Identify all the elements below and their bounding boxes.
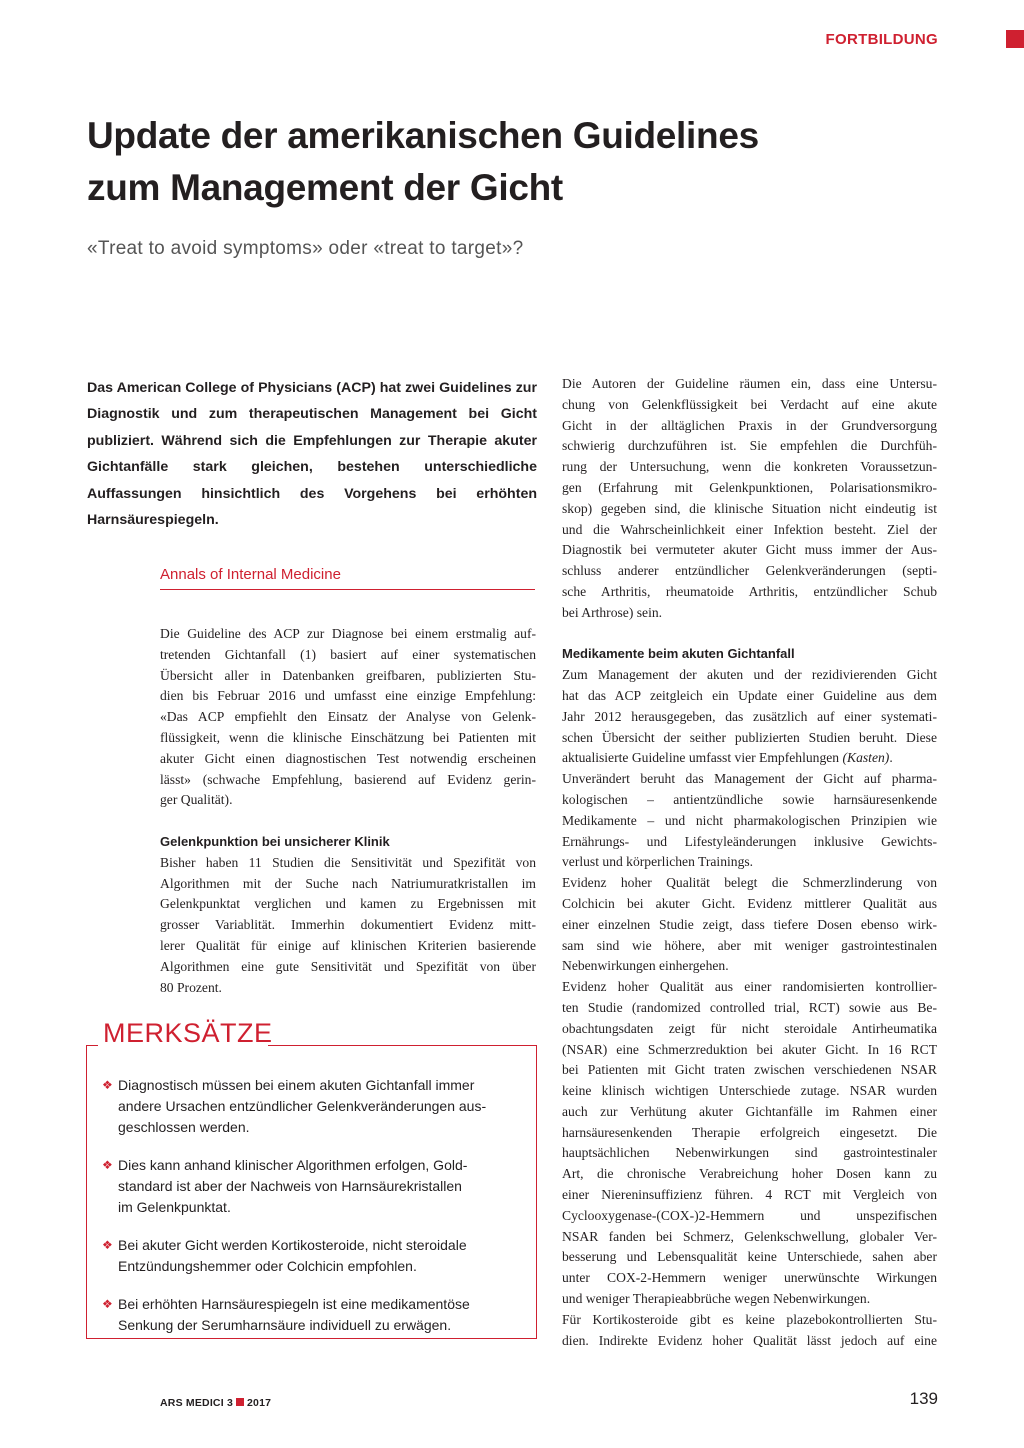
text-line: hauptsächlichen Nebenwirkungen sind gastrointestinaler <box>562 1145 937 1161</box>
text-run-italic: (Kasten) <box>842 750 890 766</box>
text-line: Zum Management der akuten und der rezidivierenden Gicht <box>562 667 937 683</box>
text-line: ger Qualität). <box>160 792 233 808</box>
text-line: obachtungsdaten zeigt für nicht steroidale Antirheumatika <box>562 1020 937 1036</box>
text-line: Art, die chronische Verabreichung hoher Dosen kann zu <box>562 1166 937 1182</box>
box-border-segment <box>268 1045 537 1046</box>
text-line: und die Wahrscheinlichkeit einer Infektion besteht. Ziel der <box>562 521 937 537</box>
text-line: akuter Gicht einen diagnostischen Test notwendig erscheinen <box>160 750 536 766</box>
section-heading: Gelenkpunktion bei unsicherer Klinik <box>160 833 390 849</box>
text-line: schen Übersicht der seither publizierten Studien beruht. Diese <box>562 729 937 745</box>
title-line-1: Update der amerikanischen Guidelines <box>87 115 759 156</box>
text-line: chung von Gelenkflüssigkeit bei Verdacht auf eine akute <box>562 396 937 412</box>
key-point-item <box>102 1155 522 1218</box>
text-line: Ernährungs- und Lifestyleänderungen inklusive Gewichts- <box>562 833 937 849</box>
key-points-title: MERKSÄTZE <box>103 1018 273 1048</box>
text-line: kologischen – antientzündliche sowie harnsäuresenkende <box>562 791 937 807</box>
text-line: dien. Indirekte Evidenz hoher Qualität lässt jedoch auf eine <box>562 1332 937 1348</box>
footer-separator <box>236 1398 244 1406</box>
key-point-line: geschlossen werden. <box>118 1119 250 1135</box>
paragraph-gap <box>562 624 937 645</box>
text-line: hat das ACP zeitgleich ein Update einer Guideline aus dem <box>562 687 937 703</box>
key-points-list <box>102 1075 522 1353</box>
key-point-line: Bei akuter Gicht werden Kortikosteroide, nicht steroidale <box>118 1237 467 1253</box>
text-line: Gelenkpunktat verglichen und kamen zu Ergebnissen mit <box>160 896 536 912</box>
right-paragraph-3 <box>562 769 937 873</box>
key-point-line: andere Ursachen entzündlicher Gelenkveränderungen aus- <box>118 1098 487 1114</box>
diamond-bullet-icon: ❖ <box>102 1158 113 1172</box>
text-run: aktualisierte Guideline umfasst vier Empfehlungen <box>562 750 843 766</box>
text-line: Evidenz hoher Qualität belegt die Schmerzlinderung von <box>562 875 937 891</box>
text-line: schluss anderer entzündlicher Gelenkveränderungen (septi- <box>562 563 937 579</box>
text-line: Algorithmen eine gute Sensitivität und Spezifität von über <box>160 958 536 974</box>
text-line: einer einzelnen Studie zeigt, dass tiefere Dosen ebenso wirk- <box>562 916 937 932</box>
text-line: 80 Prozent. <box>160 979 222 995</box>
text-line: sche Arthritis, rheumatoide Arthritis, entzündlicher Schub <box>562 583 937 599</box>
footer-journal <box>160 1397 271 1409</box>
journal-name: ARS MEDICI 3 <box>160 1397 233 1409</box>
text-line: «Das ACP empfiehlt den Einsatz der Analyse von Gelenk- <box>160 709 536 725</box>
text-line: Bisher haben 11 Studien die Sensitivität und Spezifität von <box>160 854 536 870</box>
key-point-line: standard ist aber der Nachweis von Harnsäurekristallen <box>118 1178 462 1194</box>
diamond-bullet-icon: ❖ <box>102 1078 113 1092</box>
diamond-bullet-icon: ❖ <box>102 1297 113 1311</box>
right-paragraph-6 <box>562 1310 937 1352</box>
text-line: keine klinisch wichtigen Unterschiede zutage. NSAR wurden <box>562 1083 937 1099</box>
text-line: besserung und Lebensqualität keine Unterschiede, sahen aber <box>562 1249 937 1265</box>
text-line: rung der Untersuchung, wenn die konkreten Voraussetzun- <box>562 459 937 475</box>
paragraph-gap <box>160 811 536 832</box>
text-line: Nebenwirkungen einhergehen. <box>562 958 729 974</box>
left-paragraph-1 <box>160 624 536 811</box>
source-reference: Annals of Internal Medicine <box>160 566 535 590</box>
text-line: harnsäuresenkenden Therapie erfolgreich eingesetzt. Die <box>562 1124 937 1140</box>
left-column <box>160 624 536 998</box>
text-line: Cyclooxygenase-(COX-)2-Hemmern und unspezifischen <box>562 1207 937 1223</box>
text-line: unter COX-2-Hemmern weniger unerwünschte Wirkungen <box>562 1270 937 1286</box>
right-paragraph-4 <box>562 873 937 977</box>
text-line: auch zur Verhütung akuter Gichtanfälle im Rahmen einer <box>562 1103 937 1119</box>
text-line: Jahr 2012 herausgegeben, das zusätzlich auf einer systemati- <box>562 708 937 724</box>
article-subtitle: «Treat to avoid symptoms» oder «treat to target»? <box>87 238 524 259</box>
text-line: lerer Qualität für einige auf klinischen Kriterien basierende <box>160 937 536 953</box>
lead-paragraph: Das American College of Physicians (ACP) hat zwei Guidelines zur Diagnostik und zum therapeutischen Management bei Gicht publiziert. Während sich die Empfehlungen zur Therapie akuter Gichtanfälle stark gleichen, bestehen unterschiedliche Auffassungen hinsichtlich des Vorgehens bei erhöhten Harnsäurespiegeln. <box>87 380 537 529</box>
text-line: Die Guideline des ACP zur Diagnose bei einem erstmalig auf- <box>160 626 536 641</box>
text-line: (NSAR) eine Schmerzreduktion bei akuter Gicht. In 16 RCT <box>562 1041 937 1057</box>
text-line: dien bis Februar 2016 und umfasst eine einzige Empfehlung: <box>160 688 536 704</box>
text-line: Evidenz hoher Qualität aus einer randomisierten kontrollier- <box>562 979 937 995</box>
section-heading: Medikamente beim akuten Gichtanfall <box>562 646 795 662</box>
text-line: Die Autoren der Guideline räumen ein, dass eine Untersu- <box>562 376 937 391</box>
page-number: 139 <box>909 1389 938 1408</box>
text-line: gen (Erfahrung mit Gelenkpunktionen, Polarisationsmikro- <box>562 479 937 495</box>
box-border-segment <box>86 1045 98 1046</box>
text-line: Medikamente – und nicht pharmakologischen Prinzipien wie <box>562 812 937 828</box>
key-point-line: Diagnostisch müssen bei einem akuten Gichtanfall immer <box>118 1077 475 1093</box>
text-line: schwierig durchzuführen ist. Sie empfehlen die Durchfüh- <box>562 438 937 454</box>
left-paragraph-2 <box>160 853 536 999</box>
text-line: bei Arthrose) sein. <box>562 604 663 620</box>
text-line: Gicht in der alltäglichen Praxis in der Grundversorgung <box>562 417 937 433</box>
text-line: NSAR fanden bei Schmerz, Gelenkschwellung, globaler Ver- <box>562 1228 937 1244</box>
key-point-item <box>102 1075 522 1138</box>
text-line: Algorithmen mit der Suche nach Natriumuratkristallen im <box>160 875 536 891</box>
text-line: Diagnostik bei vermuteter akuter Gicht muss immer der Aus- <box>562 542 937 558</box>
text-line: verlust und körperlichen Trainings. <box>562 854 754 870</box>
key-point-line: Senkung der Serumharnsäure individuell zu erwägen. <box>118 1317 452 1333</box>
section-marker <box>1006 30 1024 48</box>
article-title <box>87 110 887 214</box>
section-label: FORTBILDUNG <box>825 31 938 48</box>
text-line: ten Studie (randomized controlled trial, RCT) sowie aus Be- <box>562 999 937 1015</box>
text-line: Unverändert beruht das Management der Gicht auf pharma- <box>562 771 937 787</box>
text-line: lässt» (schwache Empfehlung, basierend auf Evidenz gerin- <box>160 771 536 787</box>
text-line: Für Kortikosteroide gibt es keine plazebokontrollierten Stu- <box>562 1311 937 1327</box>
text-line: skop) gegeben sind, die klinische Situation nicht eindeutig ist <box>562 500 937 516</box>
title-line-2: zum Management der Gicht <box>87 167 563 208</box>
text-line: und weniger Therapieabbrüche wegen Nebenwirkungen. <box>562 1291 871 1307</box>
key-point-item <box>102 1294 522 1336</box>
journal-year: 2017 <box>247 1397 272 1409</box>
key-point-line: Dies kann anhand klinischer Algorithmen erfolgen, Gold- <box>118 1157 468 1173</box>
key-point-line: Bei erhöhten Harnsäurespiegeln ist eine medikamentöse <box>118 1296 470 1312</box>
text-line: sam sind wie höhere, aber mit weniger gastrointestinalen <box>562 937 937 953</box>
text-line: einer Niereninsuffizienz führen. 4 RCT mit Vergleich von <box>562 1187 937 1203</box>
key-point-line: im Gelenkpunktat. <box>118 1199 231 1215</box>
text-line: flüssigkeit, wenn die klinische Einschätzung bei Patienten mit <box>160 729 536 745</box>
text-line: grosser Variablität. Immerhin dokumentiert Evidenz mitt- <box>160 917 536 933</box>
text-line: tretenden Gichtanfall (1) basiert auf einer systematischen <box>160 646 536 662</box>
key-point-line: Entzündungshemmer oder Colchicin empfohlen. <box>118 1258 417 1274</box>
text-run: . <box>889 750 893 766</box>
right-paragraph-1 <box>562 374 937 624</box>
right-paragraph-2 <box>562 665 937 769</box>
diamond-bullet-icon: ❖ <box>102 1238 113 1252</box>
key-point-item <box>102 1235 522 1277</box>
text-line: Colchicin bei akuter Gicht. Evidenz mittlerer Qualität aus <box>562 895 937 911</box>
text-line: Übersicht aller in Datenbanken greifbaren, publizierten Stu- <box>160 667 536 683</box>
text-line: bei Patienten mit Gicht traten zwischen verschiedenen NSAR <box>562 1062 937 1078</box>
text-line <box>562 748 937 769</box>
right-column <box>562 374 937 1351</box>
right-paragraph-5 <box>562 977 937 1310</box>
